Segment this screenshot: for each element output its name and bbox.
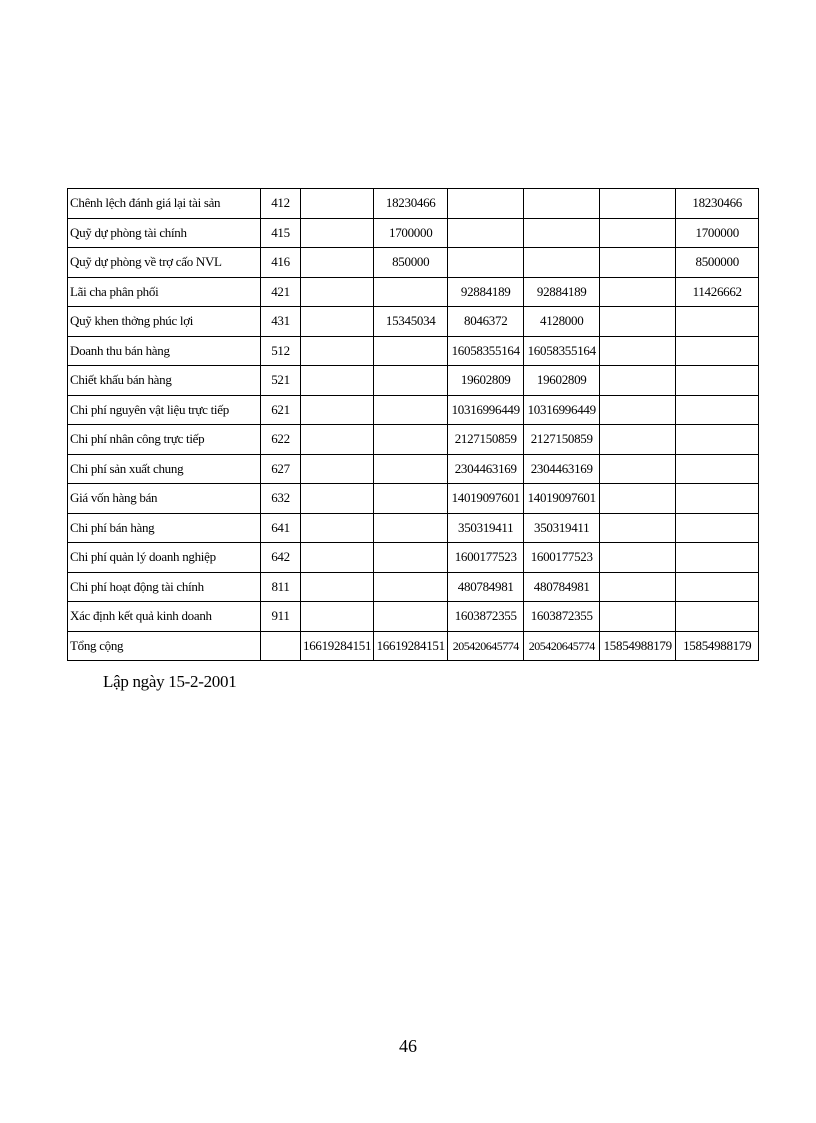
amount-cell [600,454,676,484]
table-row [68,248,759,278]
amount-cell [374,543,448,573]
amount-cell: 15854988179 [600,631,676,661]
amount-cell [600,484,676,514]
amount-cell [676,543,759,573]
amount-cell [374,572,448,602]
amount-cell: 850000 [374,248,448,278]
account-name-cell: Doanh thu bán hàng [68,336,261,366]
amount-cell: 16619284151 [301,631,374,661]
table-row [68,307,759,337]
amount-cell [448,248,524,278]
account-name-cell: Lãi cha phân phối [68,277,261,307]
amount-cell [676,484,759,514]
amount-cell: 14019097601 [524,484,600,514]
account-name-cell: Chênh lệch đánh giá lại tài sản [68,189,261,219]
account-name-cell: Giá vốn hàng bán [68,484,261,514]
amount-cell: 11426662 [676,277,759,307]
table-row [68,189,759,219]
amount-cell [301,543,374,573]
account-name-cell: Quỹ dự phòng về trợ cấo NVL [68,248,261,278]
table-row [68,454,759,484]
amount-cell [676,395,759,425]
amount-cell [301,307,374,337]
amount-cell: 1600177523 [524,543,600,573]
amount-cell [600,543,676,573]
amount-cell: 10316996449 [524,395,600,425]
amount-cell [676,425,759,455]
account-code-cell: 421 [261,277,301,307]
amount-cell [301,513,374,543]
amount-cell [676,454,759,484]
ledger-table [67,188,759,661]
account-name-cell: Quỹ dự phòng tài chính [68,218,261,248]
amount-cell: 15854988179 [676,631,759,661]
amount-cell [374,336,448,366]
amount-cell [301,277,374,307]
account-code-cell: 811 [261,572,301,602]
amount-cell [600,425,676,455]
amount-cell [524,248,600,278]
amount-cell: 1603872355 [524,602,600,632]
table-row [68,425,759,455]
account-code-cell: 512 [261,336,301,366]
table-row [68,572,759,602]
amount-cell [301,484,374,514]
account-code-cell: 621 [261,395,301,425]
amount-cell: 205420645774 [448,631,524,661]
account-code-cell: 911 [261,602,301,632]
table-row [68,484,759,514]
amount-cell: 2304463169 [448,454,524,484]
amount-cell [600,307,676,337]
amount-cell: 16619284151 [374,631,448,661]
account-name-cell: Chi phí quản lý doanh nghiệp [68,543,261,573]
account-name-cell: Chi phí bán hàng [68,513,261,543]
amount-cell [676,366,759,396]
amount-cell [600,395,676,425]
amount-cell [676,572,759,602]
amount-cell [374,425,448,455]
amount-cell [301,602,374,632]
account-code-cell: 622 [261,425,301,455]
amount-cell [524,189,600,219]
amount-cell [374,454,448,484]
account-code-cell: 416 [261,248,301,278]
account-name-cell: Chiết khấu bán hàng [68,366,261,396]
amount-cell [600,602,676,632]
amount-cell: 1700000 [676,218,759,248]
amount-cell: 18230466 [374,189,448,219]
page-number: 46 [399,1036,417,1056]
table-row [68,602,759,632]
date-line: Lập ngày 15-2-2001 [103,672,237,691]
table-row [68,218,759,248]
account-code-cell: 642 [261,543,301,573]
table-row [68,631,759,661]
table-row [68,543,759,573]
table-row [68,366,759,396]
amount-cell [301,189,374,219]
amount-cell: 2127150859 [524,425,600,455]
amount-cell [600,513,676,543]
amount-cell [301,248,374,278]
ledger-body [68,189,759,661]
amount-cell [600,572,676,602]
amount-cell: 92884189 [524,277,600,307]
account-code-cell: 521 [261,366,301,396]
amount-cell [600,189,676,219]
account-code-cell: 641 [261,513,301,543]
amount-cell [301,366,374,396]
amount-cell: 480784981 [448,572,524,602]
amount-cell [600,218,676,248]
amount-cell: 350319411 [524,513,600,543]
table-row [68,395,759,425]
amount-cell [524,218,600,248]
account-code-cell: 412 [261,189,301,219]
account-name-cell: Chi phí sản xuất chung [68,454,261,484]
amount-cell [448,189,524,219]
amount-cell: 2127150859 [448,425,524,455]
amount-cell [301,425,374,455]
amount-cell [676,307,759,337]
amount-cell [448,218,524,248]
account-code-cell [261,631,301,661]
account-code-cell: 627 [261,454,301,484]
account-name-cell: Chi phí nhân công trực tiếp [68,425,261,455]
account-name-cell: Tổng cộng [68,631,261,661]
amount-cell [676,602,759,632]
amount-cell: 8046372 [448,307,524,337]
amount-cell: 350319411 [448,513,524,543]
amount-cell: 14019097601 [448,484,524,514]
amount-cell: 4128000 [524,307,600,337]
table-row [68,336,759,366]
amount-cell: 1600177523 [448,543,524,573]
amount-cell [374,366,448,396]
amount-cell [374,513,448,543]
amount-cell: 92884189 [448,277,524,307]
account-name-cell: Chi phí hoạt động tài chính [68,572,261,602]
amount-cell [301,454,374,484]
amount-cell [374,484,448,514]
amount-cell [374,277,448,307]
amount-cell [600,336,676,366]
account-name-cell: Chi phí nguyên vật liệu trực tiếp [68,395,261,425]
amount-cell: 1700000 [374,218,448,248]
amount-cell [301,336,374,366]
amount-cell [600,366,676,396]
amount-cell: 19602809 [448,366,524,396]
amount-cell: 8500000 [676,248,759,278]
amount-cell [374,395,448,425]
amount-cell [301,218,374,248]
amount-cell [301,572,374,602]
amount-cell [374,602,448,632]
amount-cell: 480784981 [524,572,600,602]
account-code-cell: 632 [261,484,301,514]
table-row [68,277,759,307]
account-name-cell: Quỹ khen thởng phúc lợi [68,307,261,337]
amount-cell [301,395,374,425]
amount-cell: 205420645774 [524,631,600,661]
amount-cell: 18230466 [676,189,759,219]
table-row [68,513,759,543]
amount-cell: 16058355164 [448,336,524,366]
amount-cell: 2304463169 [524,454,600,484]
amount-cell: 15345034 [374,307,448,337]
amount-cell: 10316996449 [448,395,524,425]
amount-cell [600,248,676,278]
account-name-cell: Xác định kết quả kinh doanh [68,602,261,632]
amount-cell: 16058355164 [524,336,600,366]
amount-cell [676,513,759,543]
amount-cell [676,336,759,366]
amount-cell: 1603872355 [448,602,524,632]
account-code-cell: 415 [261,218,301,248]
amount-cell: 19602809 [524,366,600,396]
amount-cell [600,277,676,307]
account-code-cell: 431 [261,307,301,337]
